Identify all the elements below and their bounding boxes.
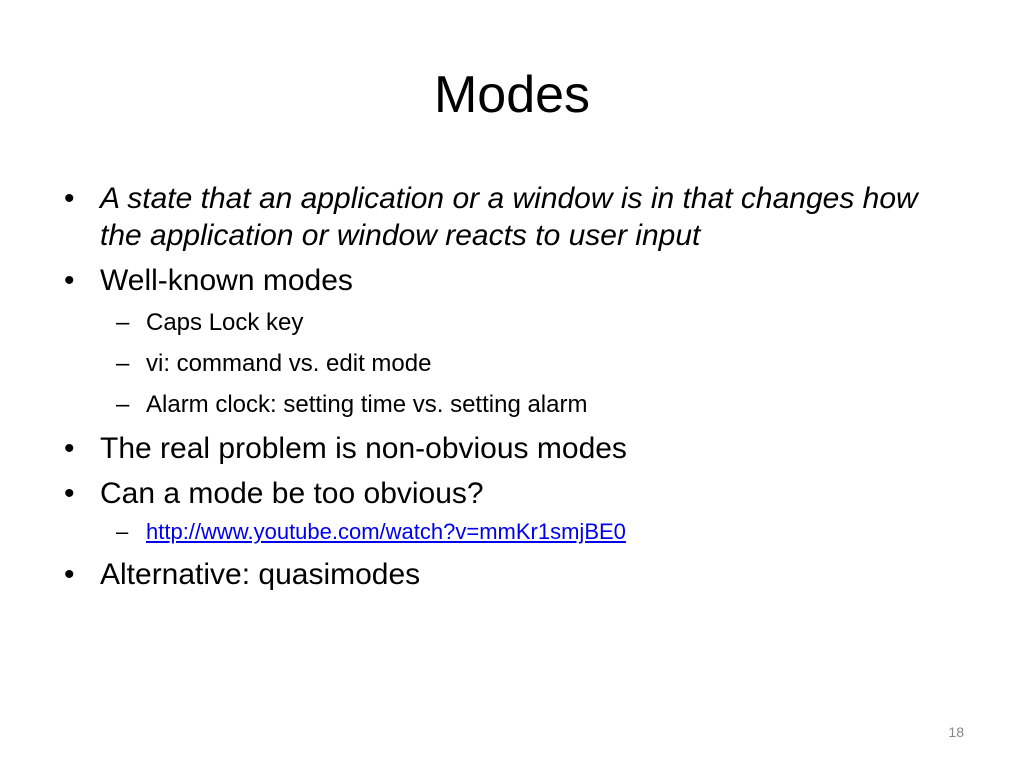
bullet-text: Well-known modes — [100, 264, 353, 297]
bullet-item — [56, 430, 966, 467]
bullet-text: A state that an application or a window is in that changes how the application or window reacts to user input — [100, 182, 918, 252]
bullet-item — [56, 180, 966, 254]
bullet-item — [56, 475, 966, 512]
sub-bullet-item — [56, 389, 966, 421]
sub-bullet-text: Alarm clock: setting time vs. setting alarm — [146, 391, 588, 418]
bullet-marker: • — [64, 558, 75, 591]
bullet-marker: • — [64, 264, 75, 297]
sub-bullet-marker: – — [116, 350, 130, 377]
sub-bullet-item — [56, 348, 966, 380]
sub-bullet-marker: – — [116, 519, 129, 544]
bullet-item — [56, 262, 966, 299]
bullet-item — [56, 556, 966, 593]
sub-bullet-marker: – — [116, 391, 130, 418]
bullet-text: Can a mode be too obvious? — [100, 477, 484, 510]
bullet-marker: • — [64, 182, 75, 215]
sub-bullet-text: vi: command vs. edit mode — [146, 350, 432, 377]
sub-bullet-text: Caps Lock key — [146, 309, 304, 336]
page-number: 18 — [948, 724, 964, 740]
sub-bullet-marker: – — [116, 309, 130, 336]
sub-bullet-item — [56, 307, 966, 339]
bullet-text: Alternative: quasimodes — [100, 558, 421, 591]
bullet-marker: • — [64, 477, 75, 510]
youtube-link[interactable]: http://www.youtube.com/watch?v=mmKr1smjBE0 — [146, 519, 626, 544]
bullet-marker: • — [64, 432, 75, 465]
slide-content — [56, 180, 966, 601]
sub-bullet-item — [56, 518, 966, 546]
bullet-text: The real problem is non-obvious modes — [100, 432, 627, 465]
slide-title: Modes — [433, 66, 591, 124]
